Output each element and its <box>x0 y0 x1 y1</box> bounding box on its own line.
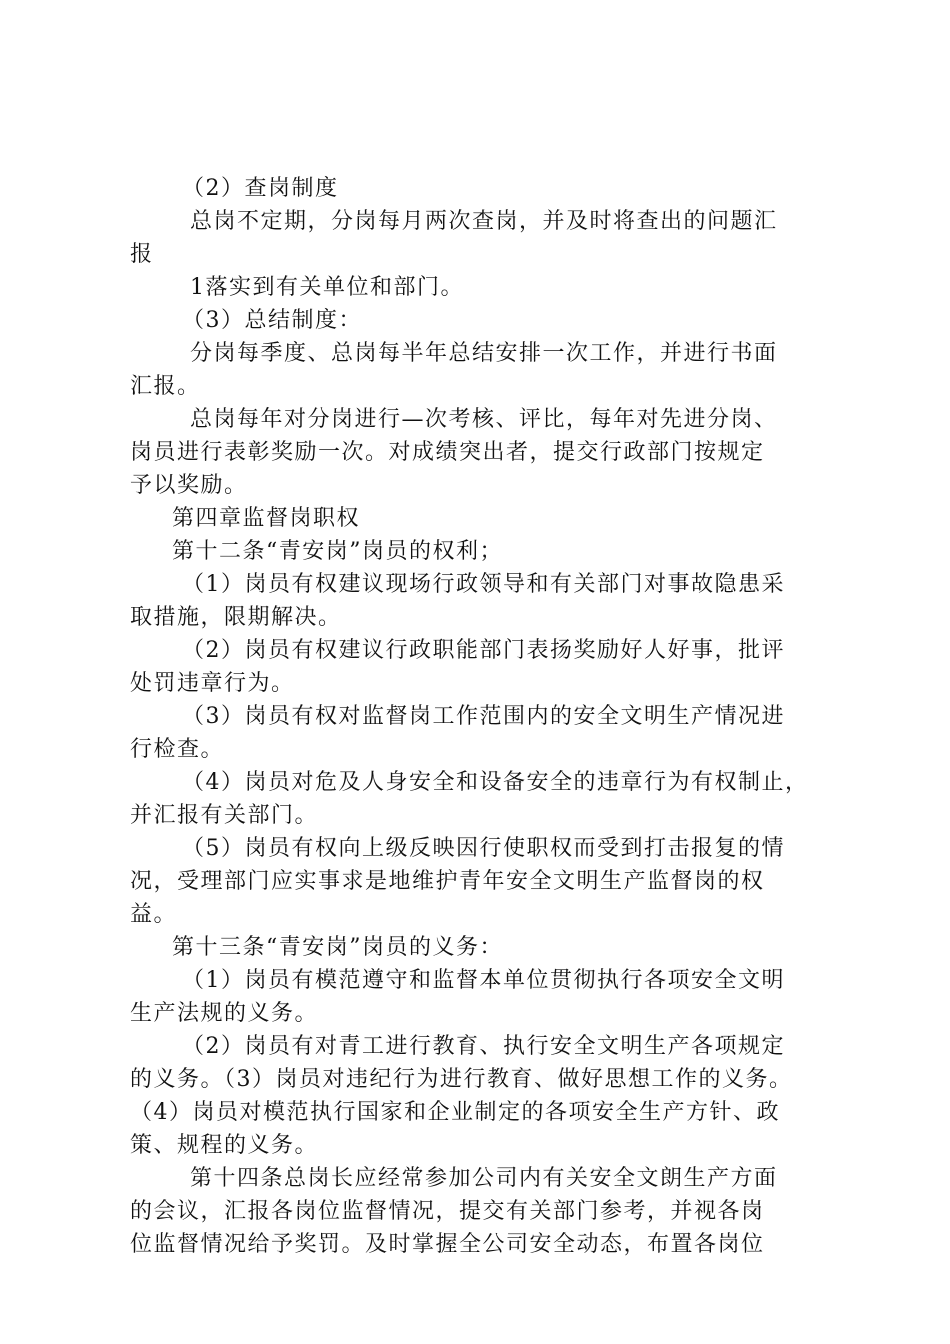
text-line: 生产法规的义务。 <box>130 1001 319 1026</box>
text-line: 岗员进行表彰奖励一次。对成绩突出者，提交行政部门按规定 <box>130 440 765 465</box>
text-line: 分岗每季度、总岗每半年总结安排一次工作，并进行书面 <box>190 341 778 366</box>
text-line: 予以奖励。 <box>130 473 248 498</box>
text-line: 并汇报有关部门。 <box>130 803 319 828</box>
text-line: 总岗不定期，分岗每月两次查岗，并及时将查出的问题汇 <box>190 209 778 234</box>
text-line: 第四章监督岗职权 <box>172 506 361 531</box>
text-line: （4）岗员对危及人身安全和设备安全的违章行为有权制止， <box>182 770 809 795</box>
text-line: 总岗每年对分岗进行—次考核、评比，每年对先进分岗、 <box>190 407 778 432</box>
text-line: 的会议，汇报各岗位监督情况，提交有关部门参考，并视各岗 <box>130 1199 765 1224</box>
text-line: （2）岗员有对青工进行教育、执行安全文明生产各项规定 <box>182 1034 785 1059</box>
text-line: 行检查。 <box>130 737 225 762</box>
text-line: 汇报。 <box>130 374 201 399</box>
text-line: （1）岗员有模范遵守和监督本单位贯彻执行各项安全文明 <box>182 968 785 993</box>
document-body <box>130 172 834 1261</box>
text-line: 报 <box>130 242 154 267</box>
text-line: 策、规程的义务。 <box>130 1133 319 1158</box>
text-line: 益。 <box>130 902 178 927</box>
text-line: 1落实到有关单位和部门。 <box>190 275 464 300</box>
text-line: （4）岗员对模范执行国家和企业制定的各项安全生产方针、政 <box>130 1100 780 1125</box>
text-line: 的义务。（3）岗员对违纪行为进行教育、做好思想工作的义务。 <box>130 1067 793 1092</box>
text-line: 取措施，限期解决。 <box>130 605 342 630</box>
text-line: （5）岗员有权向上级反映因行使职权而受到打击报复的情 <box>182 836 785 861</box>
text-line: （1）岗员有权建议现场行政领导和有关部门对事故隐患采 <box>182 572 785 597</box>
text-line: （2）查岗制度 <box>182 176 339 201</box>
text-line: （2）岗员有权建议行政职能部门表扬奖励好人好事，批评 <box>182 638 785 663</box>
text-line: 况，受理部门应实事求是地维护青年安全文明生产监督岗的权 <box>130 869 765 894</box>
text-line: （3）岗员有权对监督岗工作范围内的安全文明生产情况进 <box>182 704 785 729</box>
text-line: 处罚违章行为。 <box>130 671 295 696</box>
text-line: 第十四条总岗长应经常参加公司内有关安全文朗生产方面 <box>190 1166 778 1191</box>
text-line: 位监督情况给予奖罚。及时掌握全公司安全动态，布置各岗位 <box>130 1232 765 1257</box>
text-line: （3）总结制度： <box>182 308 362 333</box>
text-line: 第十三条“青安岗”岗员的义务： <box>172 935 503 960</box>
text-line: 第十二条“青安岗”岗员的权利； <box>172 539 503 564</box>
